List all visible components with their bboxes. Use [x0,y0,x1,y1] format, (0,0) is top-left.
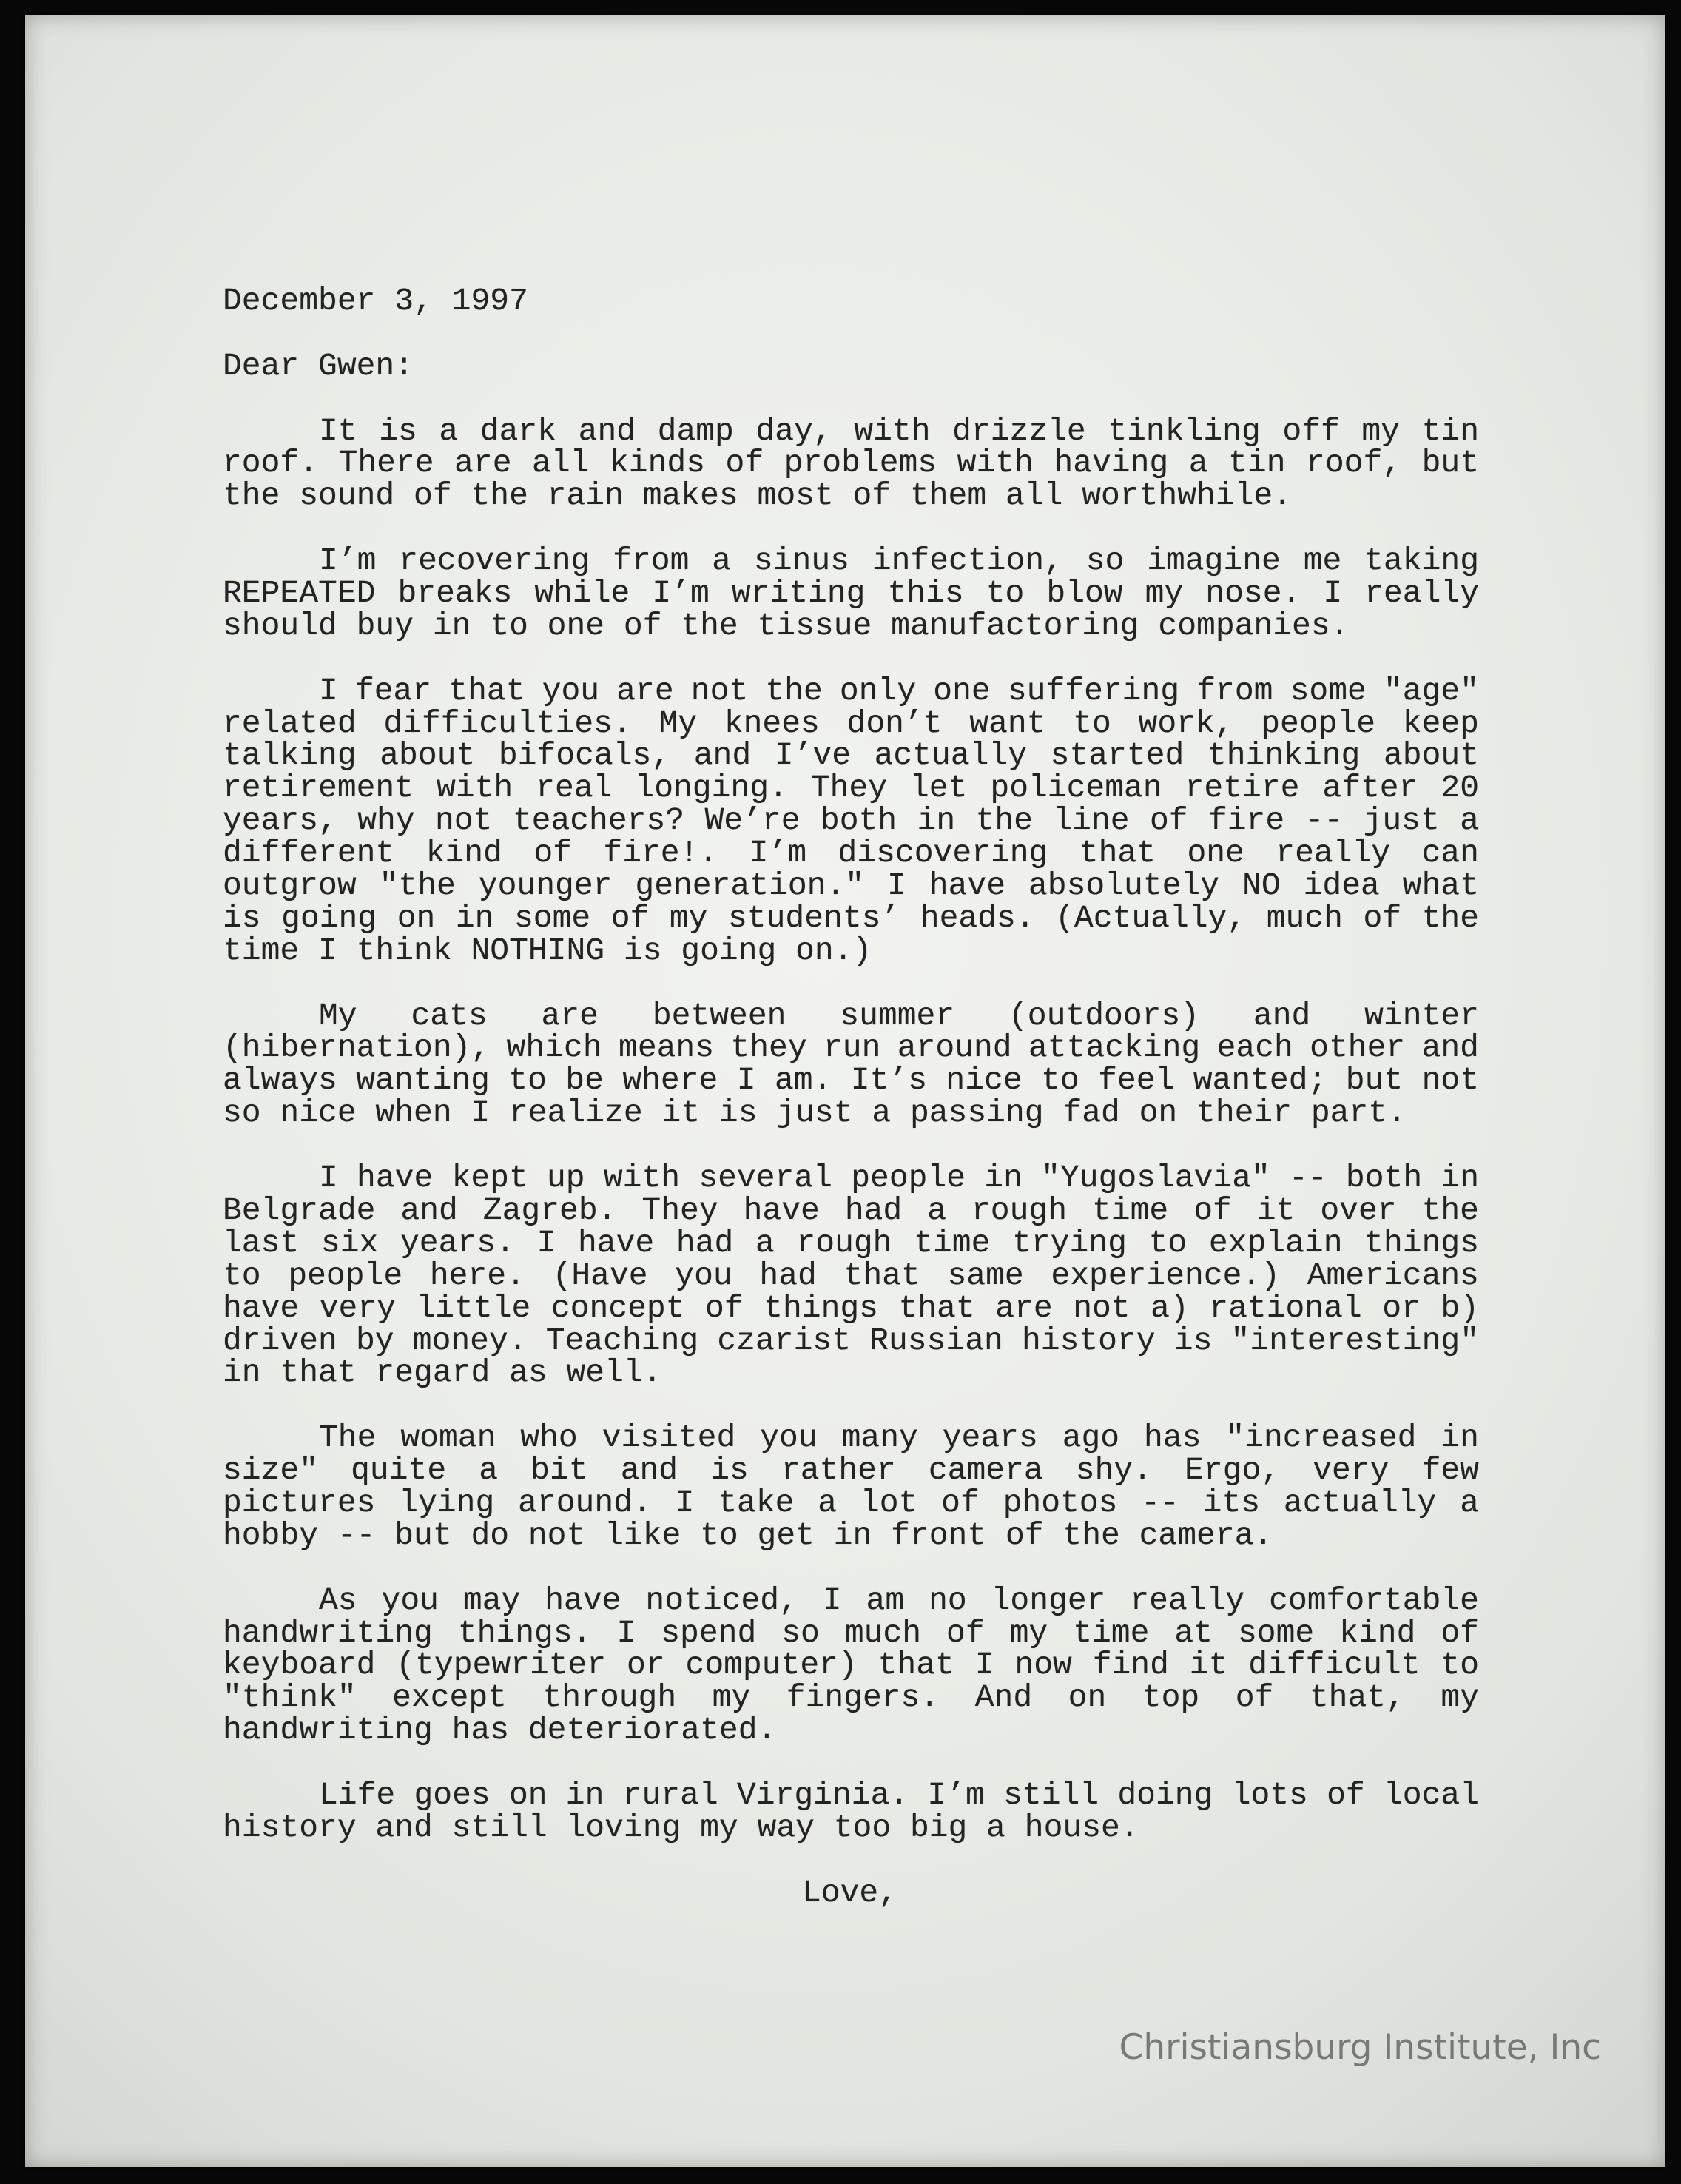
paragraph-line: retirement with real longing. They let policeman retire after 20 [223,770,1479,807]
paragraph-line: related difficulties. My knees don’t want to work, people keep [223,705,1479,742]
paragraph-line: (hibernation), which means they run around attacking each other and [223,1029,1479,1066]
paragraph-line: My cats are between summer (outdoors) and winter [319,997,1479,1034]
paragraph-line: size" quite a bit and is rather camera shy. Ergo, very few [223,1452,1479,1489]
closing: Love, [802,1874,898,1911]
paragraph-7 [223,1582,1479,1749]
paragraph-line: to people here. (Have you had that same experience.) Americans [223,1257,1479,1294]
paragraph-line: so nice when I realize it is just a passing fad on their part. [223,1095,1407,1132]
paragraph-5 [223,1162,1479,1389]
paragraph-line: the sound of the rain makes most of them all worthwhile. [223,477,1293,514]
paragraph-line: handwriting has deteriorated. [223,1712,777,1749]
paragraph-line: handwriting things. I spend so much of my time at some kind of [223,1614,1479,1651]
paragraph-line: time I think NOTHING is going on.) [223,932,872,969]
paragraph-line: outgrow "the younger generation." I have absolutely NO idea what [223,867,1479,904]
paragraph-line: years, why not teachers? We’re both in the line of fire -- just a [223,802,1479,839]
watermark: Christiansburg Institute, Inc [1119,2027,1601,2068]
paragraph-line: As you may have noticed, I am no longer really comfortable [319,1582,1479,1619]
paragraph-line: It is a dark and damp day, with drizzle tinkling off my tin [319,412,1479,449]
paragraph-1 [223,412,1479,514]
paragraph-3 [223,672,1479,969]
paragraph-2 [223,542,1479,644]
salutation: Dear Gwen: [223,347,414,384]
paragraph-4 [223,997,1479,1132]
letter-date: December 3, 1997 [223,283,528,319]
paragraph-line: have very little concept of things that are not a) rational or b) [223,1289,1479,1326]
letter-body [223,285,1479,1909]
paragraph-line: different kind of fire!. I’m discovering that one really can [223,835,1479,872]
paragraph-line: Life goes on in rural Virginia. I’m still doing lots of local [319,1776,1479,1813]
paragraph-line: Belgrade and Zagreb. They have had a rough time of it over the [223,1192,1479,1229]
paragraph-line: roof. There are all kinds of problems with having a tin roof, but [223,445,1479,482]
paragraph-line: always wanting to be where I am. It’s nice to feel wanted; but not [223,1062,1479,1099]
paragraph-line: I have kept up with several people in "Yugoslavia" -- both in [319,1160,1479,1197]
paragraph-line: should buy in to one of the tissue manufactoring companies. [223,607,1350,644]
paragraph-line: I’m recovering from a sinus infection, so imagine me taking [319,542,1479,579]
paragraph-line: hobby -- but do not like to get in front of the camera. [223,1516,1273,1553]
paragraph-line: REPEATED breaks while I’m writing this to blow my nose. I really [223,575,1479,612]
paragraph-line: is going on in some of my students’ heads. (Actually, much of the [223,899,1479,936]
paragraph-line: history and still loving my way too big a house. [223,1809,1139,1846]
paragraph-6 [223,1419,1479,1553]
paragraph-8 [223,1776,1479,1846]
paragraph-line: I fear that you are not the only one suffering from some "age" [319,672,1479,709]
paragraph-line: pictures lying around. I take a lot of photos -- its actually a [223,1484,1479,1521]
paragraph-line: The woman who visited you many years ago has "increased in [319,1419,1479,1456]
paragraph-line: keyboard (typewriter or computer) that I now find it difficult to [223,1647,1479,1684]
paragraph-line: last six years. I have had a rough time trying to explain things [223,1224,1479,1261]
paragraph-line: in that regard as well. [223,1354,662,1391]
paragraph-line: talking about bifocals, and I’ve actually started thinking about [223,737,1479,774]
paragraph-line: "think" except through my fingers. And on top of that, my [223,1679,1479,1716]
paragraph-line: driven by money. Teaching czarist Russian history is "interesting" [223,1322,1479,1359]
